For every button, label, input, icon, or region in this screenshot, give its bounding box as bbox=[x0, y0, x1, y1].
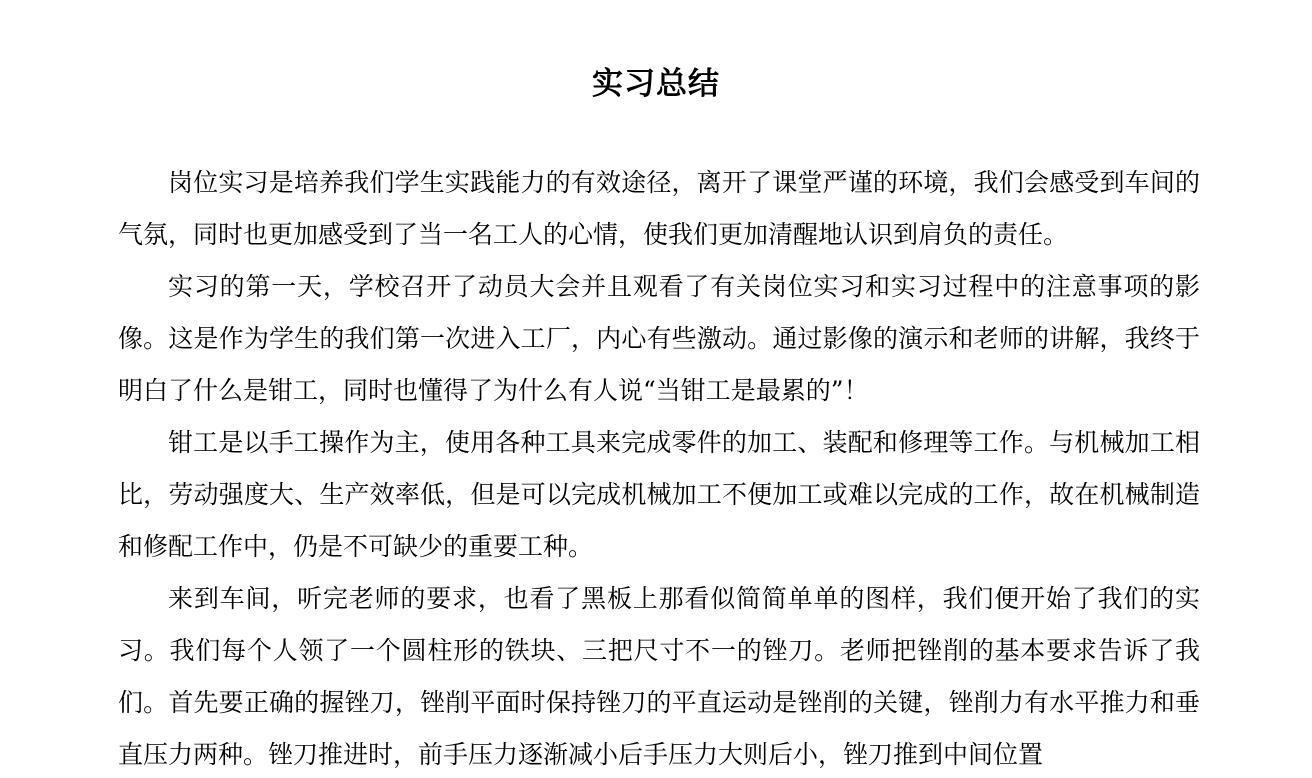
page-title: 实习总结 bbox=[592, 66, 720, 102]
paragraph: 钳工是以手工操作为主，使用各种工具来完成零件的加工、装配和修理等工作。与机械加工相比，劳动强度大、生产效率低，但是可以完成机械加工不便加工或难以完成的工作，故在机械制造和修配工作中，仍是不可缺少的重要工种。 bbox=[118, 428, 1200, 561]
paragraph: 来到车间，听完老师的要求，也看了黑板上那看似简简单单的图样，我们便开始了我们的实习。我们每个人领了一个圆柱形的铁块、三把尺寸不一的锉刀。老师把锉削的基本要求告诉了我们。首先要正确的握锉刀，锉削平面时保持锉刀的平直运动是锉削的关键，锉削力有水平推力和垂直压力两种。锉刀推进时，前手压力逐渐减小后手压力大则后小，锉刀推到中间位置 bbox=[118, 584, 1200, 769]
paragraph: 实习的第一天，学校召开了动员大会并且观看了有关岗位实习和实习过程中的注意事项的影像。这是作为学生的我们第一次进入工厂，内心有些激动。通过影像的演示和老师的讲解，我终于明白了什么是钳工，同时也懂得了为什么有人说“当钳工是最累的”！ bbox=[118, 272, 1200, 405]
document-body bbox=[118, 157, 1200, 778]
paragraph: 岗位实习是培养我们学生实践能力的有效途径，离开了课堂严谨的环境，我们会感受到车间的气氛，同时也更加感受到了当一名工人的心情，使我们更加清醒地认识到肩负的责任。 bbox=[118, 168, 1200, 249]
